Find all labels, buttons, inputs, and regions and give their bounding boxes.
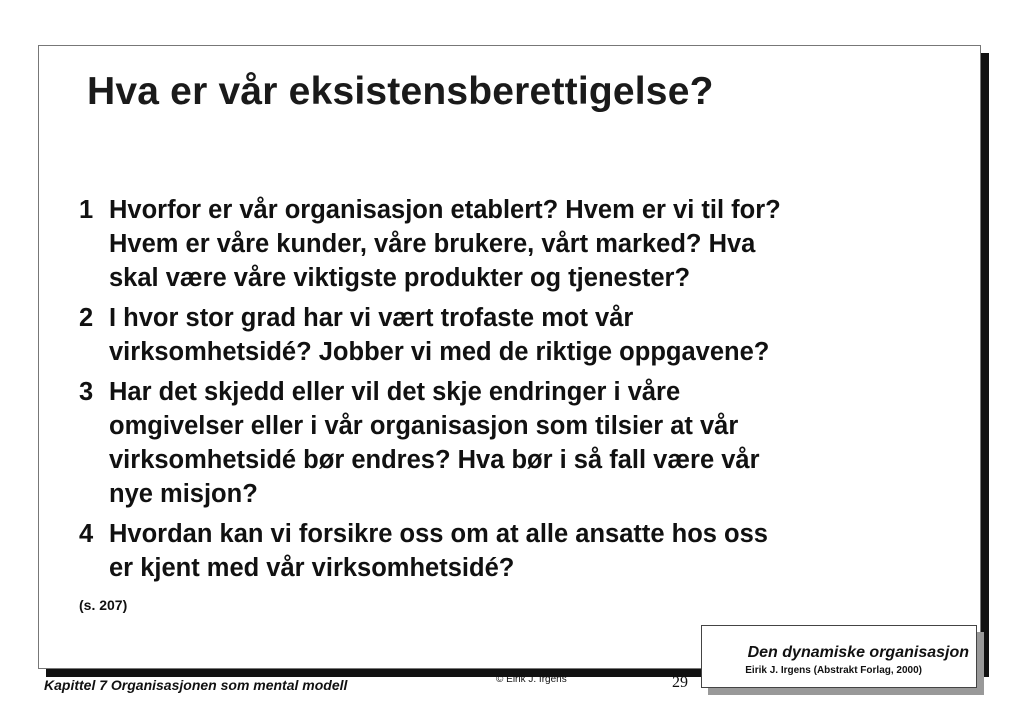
item-text: Hvordan kan vi forsikre oss om at alle ansatte hos oss er kjent med vår virksomhetsidé?	[109, 520, 768, 582]
copyright-notice: © Eirik J. Irgens	[496, 674, 567, 685]
slide	[38, 45, 981, 669]
book-info-box	[701, 625, 977, 688]
slide-title: Hva er vår eksistensberettigelse?	[87, 70, 714, 113]
list-item	[79, 193, 939, 295]
book-title: Den dynamiske organisasjon	[747, 644, 969, 661]
book-author: Eirik J. Irgens (Abstrakt Forlag, 2000)	[745, 665, 922, 676]
list-item	[79, 301, 939, 369]
item-text: Hvorfor er vår organisasjon etablert? Hvem er vi til for? Hvem er våre kunder, våre brukere, vårt marked? Hva skal være våre viktigste produkter og tjenester?	[109, 196, 781, 292]
item-text: I hvor stor grad har vi vært trofaste mot vår virksomhetsidé? Jobber vi med de riktige oppgavene?	[109, 304, 770, 366]
item-number: 2	[79, 304, 94, 332]
chapter-footer: Kapittel 7 Organisasjonen som mental modell	[44, 677, 348, 693]
question-list	[79, 193, 939, 591]
list-item	[79, 375, 939, 511]
item-text: Har det skjedd eller vil det skje endringer i våre omgivelser eller i vår organisasjon som tilsier at vår virksomhetsidé bør endres? Hva bør i så fall være vår nye misjon?	[109, 378, 760, 508]
item-number: 1	[79, 196, 94, 224]
item-number: 3	[79, 378, 94, 406]
item-number: 4	[79, 520, 94, 548]
page-number: 29	[672, 674, 688, 691]
page-reference: (s. 207)	[79, 597, 128, 613]
list-item	[79, 517, 939, 585]
